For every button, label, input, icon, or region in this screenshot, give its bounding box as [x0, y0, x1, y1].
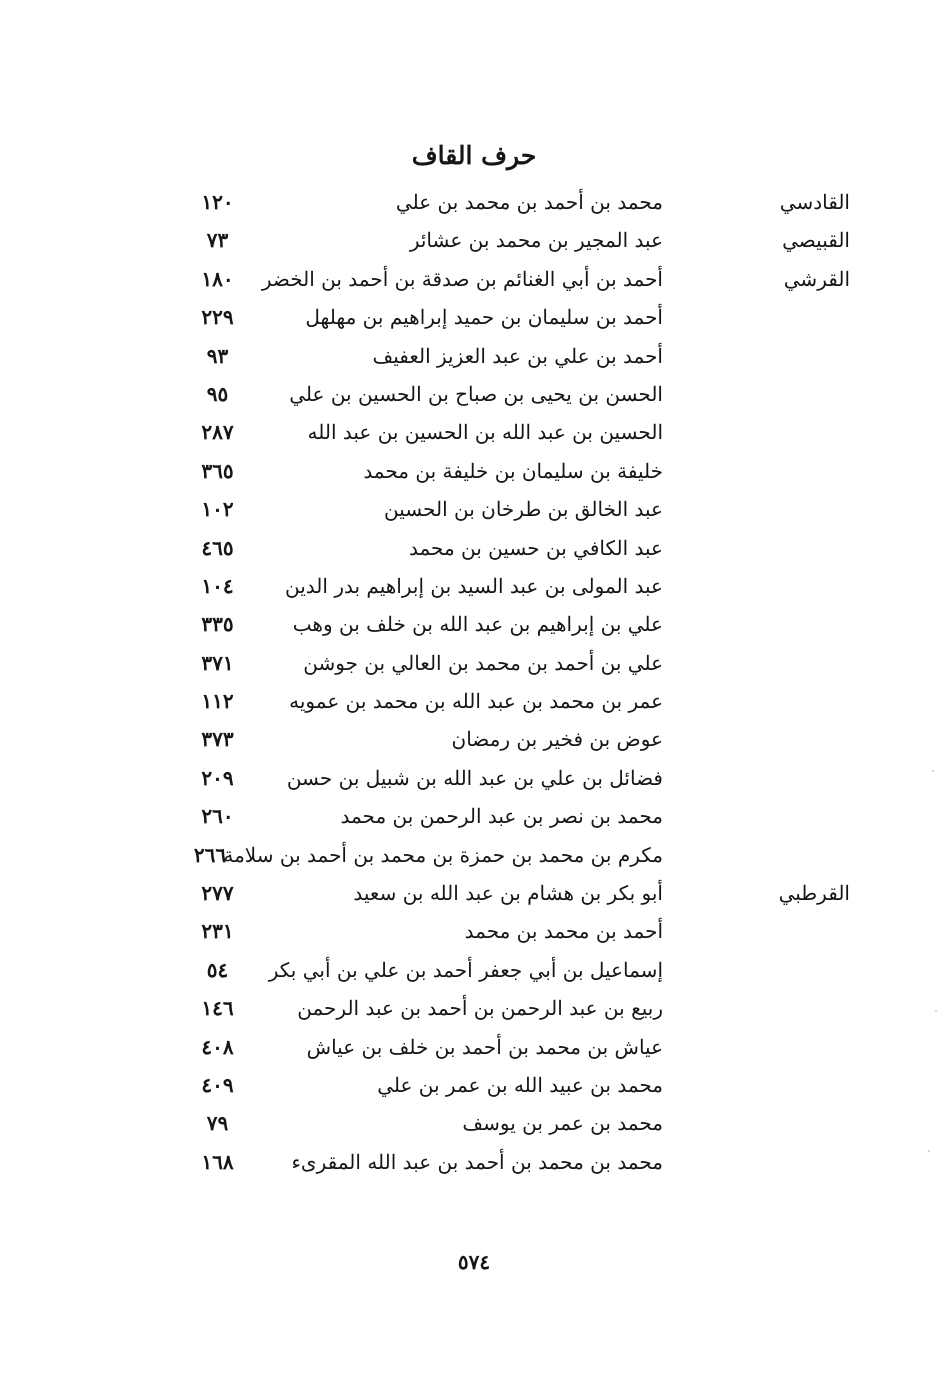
entry-name: الحسن بن يحيى بن صباح بن الحسين بن علي — [289, 381, 663, 406]
index-entry — [0, 874, 948, 912]
entry-name: أبو بكر بن هشام بن عبد الله بن سعيد — [353, 881, 663, 906]
entry-page-number: ٣٣٥ — [201, 612, 234, 637]
index-entry — [0, 452, 948, 490]
entry-name: محمد بن نصر بن عبد الرحمن بن محمد — [340, 804, 663, 829]
entry-page-number: ٤٠٩ — [201, 1072, 234, 1097]
entry-page-number: ٢٨٧ — [201, 420, 234, 445]
entry-page-number: ٣٧١ — [201, 650, 234, 675]
index-entry — [0, 260, 948, 298]
entry-nisba: القرطبي — [778, 881, 850, 906]
paper-speck — [935, 1010, 937, 1012]
entry-name: فضائل بن علي بن عبد الله بن شبيل بن حسن — [286, 765, 663, 790]
index-entry — [0, 298, 948, 336]
entry-name: إسماعيل بن أبي جعفر أحمد بن علي بن أبي بكر — [268, 957, 663, 982]
index-entry — [0, 1028, 948, 1066]
index-entry — [0, 797, 948, 835]
entry-page-number: ١١٢ — [201, 689, 234, 714]
entry-page-number: ١٤٦ — [201, 996, 234, 1021]
index-entry — [0, 1143, 948, 1181]
section-heading: حرف القاف — [411, 141, 537, 170]
entry-name: عمر بن محمد بن عبد الله بن محمد بن عمويه — [289, 689, 663, 714]
page-number: ٥٧٤ — [457, 1250, 491, 1274]
entry-page-number: ٩٥ — [206, 381, 229, 406]
paper-speck — [932, 770, 934, 772]
entry-page-number: ١٦٨ — [201, 1149, 234, 1174]
index-entry — [0, 567, 948, 605]
entry-page-number: ٩٣ — [206, 343, 229, 368]
index-entry — [0, 644, 948, 682]
entry-name: علي بن أحمد بن محمد بن العالي بن جوشن — [303, 650, 663, 675]
index-entry — [0, 413, 948, 451]
index-entry — [0, 221, 948, 259]
entry-page-number: ١٨٠ — [201, 266, 234, 291]
entry-name: عوض بن فخير بن رمضان — [451, 727, 663, 752]
entry-nisba: القادسي — [779, 190, 850, 214]
entry-page-number: ٣٦٥ — [201, 458, 234, 483]
entry-name: عبد الكافي بن حسين بن محمد — [408, 535, 663, 560]
index-entry — [0, 605, 948, 643]
index-entry — [0, 337, 948, 375]
entry-name: خليفة بن سليمان بن خليفة بن محمد — [363, 458, 663, 483]
entry-name: محمد بن عمر بن يوسف — [462, 1111, 663, 1136]
entry-page-number: ٧٩ — [206, 1111, 229, 1136]
entry-page-number: ١٠٢ — [201, 497, 234, 522]
index-entry — [0, 912, 948, 950]
entry-nisba: القبيصي — [782, 228, 850, 253]
entry-name: أحمد بن محمد بن محمد — [464, 919, 663, 944]
entry-name: مكرم بن محمد بن حمزة بن محمد بن أحمد بن سلامة — [223, 842, 663, 867]
entry-page-number: ٣٧٣ — [201, 727, 234, 752]
entry-name: محمد بن محمد بن أحمد بن عبد الله المقرىء — [291, 1149, 663, 1174]
entry-name: محمد بن أحمد بن محمد بن علي — [395, 190, 663, 214]
index-entry — [0, 1066, 948, 1104]
entry-page-number: ٤٠٨ — [201, 1034, 234, 1059]
entry-page-number: ٤٦٥ — [201, 535, 234, 560]
paper-speck — [928, 1150, 930, 1152]
index-entry — [0, 951, 948, 989]
entry-name: علي بن إبراهيم بن عبد الله بن خلف بن وهب — [292, 612, 663, 637]
entry-name: عبد المجير بن محمد بن عشائر — [409, 228, 663, 253]
entry-name: عبد المولى بن عبد السيد بن إبراهيم بدر الدين — [285, 573, 663, 598]
entry-page-number: ٢٧٧ — [201, 881, 234, 906]
index-entry — [0, 682, 948, 720]
index-entry — [0, 183, 948, 221]
entry-name: عبد الخالق بن طرخان بن الحسين — [383, 497, 663, 522]
entry-page-number: ٢٢٩ — [201, 305, 234, 330]
entry-name: عياش بن محمد بن أحمد بن خلف بن عياش — [306, 1034, 663, 1059]
entry-name: الحسين بن عبد الله بن الحسين بن عبد الله — [307, 420, 663, 445]
index-entry — [0, 1104, 948, 1142]
index-entry — [0, 720, 948, 758]
index-entry — [0, 989, 948, 1027]
entry-name: أحمد بن سليمان بن حميد إبراهيم بن مهلهل — [305, 305, 663, 330]
entry-page-number: ٢٣١ — [201, 919, 234, 944]
index-entry — [0, 529, 948, 567]
entry-name: أحمد بن علي بن عبد العزيز العفيف — [372, 343, 663, 368]
entry-page-number: ٢٦٠ — [201, 804, 234, 829]
entry-name: أحمد بن أبي الغنائم بن صدقة بن أحمد بن الخضر — [261, 266, 663, 291]
index-entry-list — [0, 183, 948, 1181]
entry-page-number: ٢٠٩ — [201, 765, 234, 790]
entry-page-number: ١٢٠ — [201, 190, 234, 214]
entry-page-number: ٢٦٦ — [193, 842, 227, 867]
index-entry — [0, 759, 948, 797]
index-entry — [0, 375, 948, 413]
index-entry — [0, 490, 948, 528]
entry-name: محمد بن عبيد الله بن عمر بن علي — [377, 1072, 663, 1097]
entry-page-number: ٧٣ — [206, 228, 229, 253]
entry-page-number: ١٠٤ — [201, 573, 234, 598]
index-entry — [0, 836, 948, 874]
entry-page-number: ٥٤ — [206, 957, 229, 982]
entry-nisba: القرشي — [783, 266, 850, 291]
entry-name: ربيع بن عبد الرحمن بن أحمد بن عبد الرحمن — [297, 996, 663, 1021]
